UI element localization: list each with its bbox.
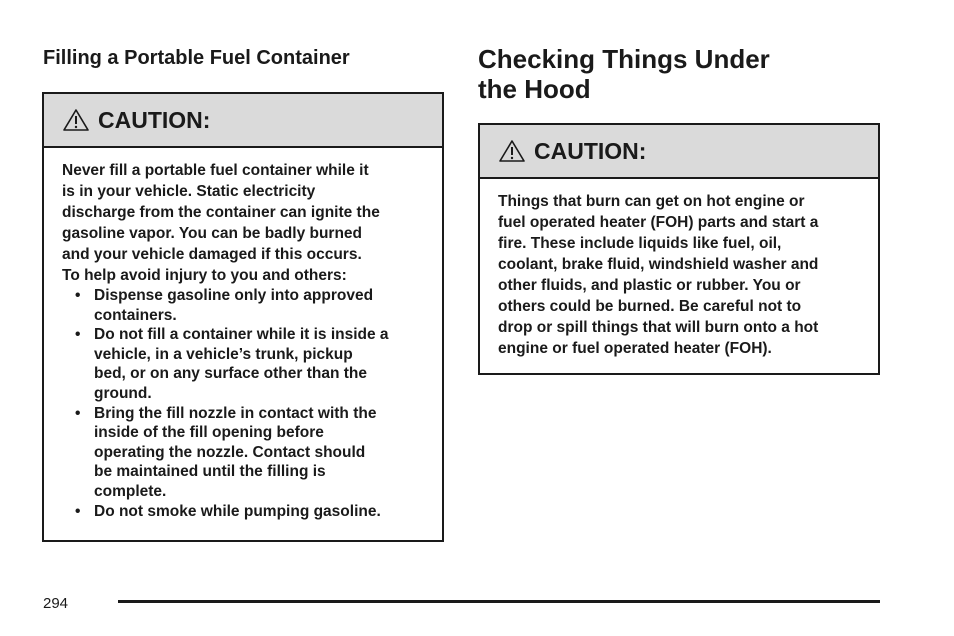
text-line: complete.: [94, 482, 167, 500]
text-line: gasoline vapor. You can be badly burned: [62, 225, 363, 242]
caution-body: [480, 179, 878, 359]
text-line: ground.: [94, 384, 152, 402]
text-line: Dispense gasoline only into approved: [94, 287, 374, 304]
section-heading-under-hood: [478, 44, 878, 104]
text-line: and your vehicle damaged if this occurs.: [62, 246, 362, 263]
caution-header: [480, 125, 878, 179]
text-line: is in your vehicle. Static electricity: [62, 183, 316, 200]
text-line: other fluids, and plastic or rubber. You or: [498, 277, 801, 294]
caution-text: [498, 191, 862, 359]
text-line: containers.: [94, 306, 177, 324]
section-heading-fuel-container: Filling a Portable Fuel Container: [43, 47, 350, 69]
text-line: fuel operated heater (FOH) parts and start a: [498, 214, 819, 231]
list-item: [62, 286, 426, 325]
list-item: [62, 404, 426, 502]
caution-label: CAUTION:: [98, 107, 211, 133]
caution-box-under-hood: [478, 123, 880, 375]
text-line: others could be burned. Be careful not to: [498, 298, 802, 315]
text-line: To help avoid injury to you and others:: [62, 267, 347, 284]
text-line: bed, or on any surface other than the: [94, 365, 368, 383]
caution-body: [44, 148, 442, 521]
warning-triangle-icon: [498, 139, 526, 163]
heading-line: the Hood: [478, 74, 591, 104]
text-line: vehicle, in a vehicle’s trunk, pickup: [94, 345, 353, 363]
text-line: inside of the fill opening before: [94, 424, 324, 442]
heading-line: Checking Things Under: [478, 44, 770, 74]
caution-box-fuel-container: [42, 92, 444, 542]
text-line: discharge from the container can ignite the: [62, 204, 380, 221]
text-line: Bring the fill nozzle in contact with the: [94, 404, 377, 422]
text-line: fire. These include liquids like fuel, oil,: [498, 235, 782, 252]
caution-bullet-list: [62, 286, 426, 521]
text-line: be maintained until the filling is: [94, 463, 326, 481]
caution-text: [62, 160, 426, 286]
text-line: Do not fill a container while it is inside a: [94, 326, 389, 344]
page-number: 294: [43, 595, 69, 612]
text-line: Do not smoke while pumping gasoline.: [94, 502, 381, 520]
text-line: Never fill a portable fuel container while it: [62, 162, 369, 179]
caution-label: CAUTION:: [534, 138, 647, 164]
footer-rule: [118, 600, 880, 603]
list-item: [62, 325, 426, 403]
text-line: engine or fuel operated heater (FOH).: [498, 340, 772, 357]
warning-triangle-icon: [62, 108, 90, 132]
text-line: drop or spill things that will burn onto a hot: [498, 319, 819, 336]
text-line: coolant, brake fluid, windshield washer and: [498, 256, 819, 273]
text-line: Things that burn can get on hot engine or: [498, 193, 805, 210]
caution-header: [44, 94, 442, 148]
list-item: [62, 502, 426, 522]
text-line: operating the nozzle. Contact should: [94, 443, 366, 461]
